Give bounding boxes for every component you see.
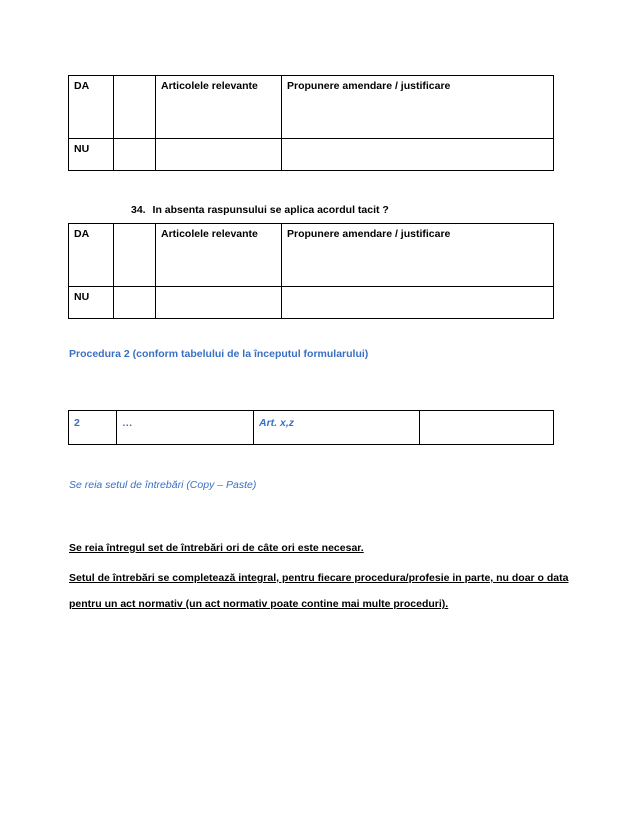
cell-da-check[interactable]: [114, 76, 156, 139]
table-da-nu-2: [68, 223, 554, 319]
question-text: In absenta raspunsului se aplica acordul tacit ?: [152, 204, 389, 216]
cell-articole-value[interactable]: [156, 139, 282, 171]
cell-articole-header: Articolele relevante: [156, 224, 282, 287]
cell-propunere-header: Propunere amendare / justificare: [282, 224, 554, 287]
cell-nu-label: NU: [69, 139, 114, 171]
procedure-table: [68, 410, 554, 445]
cell-da-check[interactable]: [114, 224, 156, 287]
cell-propunere-value[interactable]: [282, 139, 554, 171]
cell-nu-label: NU: [69, 287, 114, 319]
cell-procedure-articles: Art. x,z: [254, 411, 420, 445]
note-repeat-set: Se reia întregul set de întrebări ori de câte ori este necesar.: [69, 542, 364, 554]
procedura-heading: Procedura 2 (conform tabelului de la începutul formularului): [69, 348, 369, 360]
table-da-nu-1: [68, 75, 554, 171]
question-number: 34.: [131, 204, 146, 216]
repeat-questions-note: Se reia setul de întrebări (Copy – Paste): [69, 479, 257, 491]
cell-da-label: DA: [69, 224, 114, 287]
cell-articole-value[interactable]: [156, 287, 282, 319]
cell-articole-header: Articolele relevante: [156, 76, 282, 139]
cell-nu-check[interactable]: [114, 139, 156, 171]
note-complete-set-line1: Setul de întrebări se completează integral, pentru fiecare procedura/profesie in parte, nu doar o data: [69, 572, 569, 584]
cell-procedure-extra[interactable]: [420, 411, 554, 445]
cell-procedure-name: …: [117, 411, 254, 445]
cell-propunere-header: Propunere amendare / justificare: [282, 76, 554, 139]
question-34: [131, 204, 389, 216]
cell-nu-check[interactable]: [114, 287, 156, 319]
cell-da-label: DA: [69, 76, 114, 139]
cell-propunere-value[interactable]: [282, 287, 554, 319]
cell-procedure-number: 2: [69, 411, 117, 445]
note-complete-set-line2: pentru un act normativ (un act normativ poate contine mai multe proceduri).: [69, 598, 449, 610]
